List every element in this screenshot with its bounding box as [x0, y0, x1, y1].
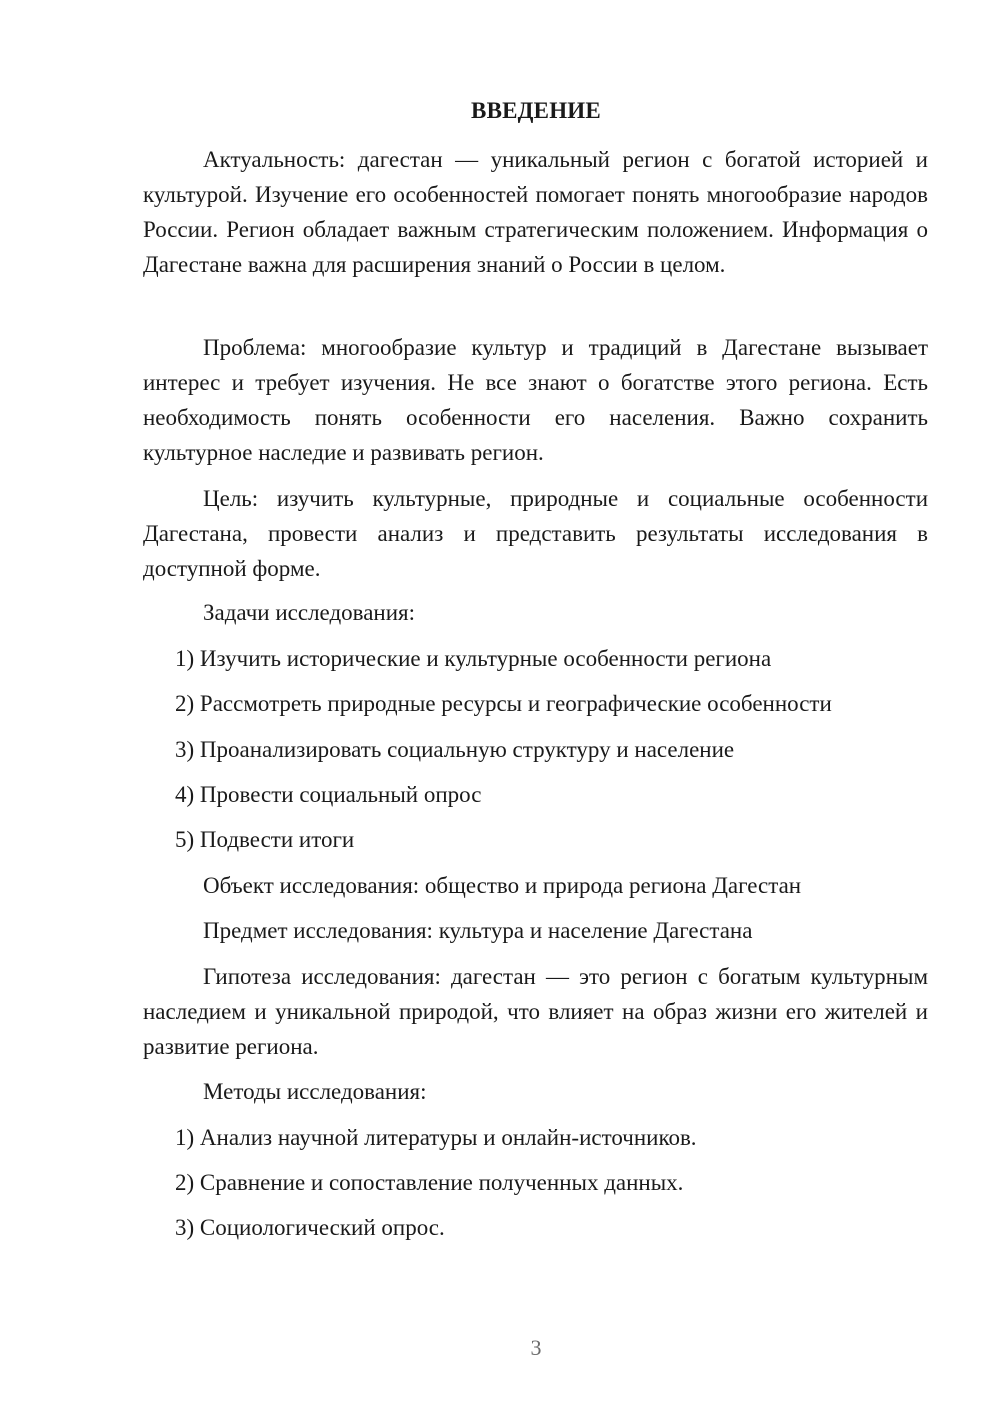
task-item: 1) Изучить исторические и культурные особенности региона: [175, 646, 772, 671]
relevance-paragraph: Актуальность: дагестан — уникальный регион с богатой историей и культурой. Изучение его особенностей помогает понять многообразие народов России. Регион обладает важным стратегическим положением. Информация о Дагестане важна для расширения знаний о России в целом.: [143, 147, 928, 277]
problem-paragraph: Проблема: многообразие культур и традиций в Дагестане вызывает интерес и требует изучения. Не все знают о богатстве этого региона. Есть необходимость понять особенности его населения. Важно сохранить культурное наследие и развивать регион.: [143, 335, 928, 465]
task-item: 2) Рассмотреть природные ресурсы и географические особенности: [175, 691, 832, 716]
method-item: 1) Анализ научной литературы и онлайн-источников.: [175, 1125, 697, 1150]
goal-paragraph: Цель: изучить культурные, природные и социальные особенности Дагестана, провести анализ и представить результаты исследования в доступной форме.: [143, 486, 928, 581]
tasks-heading: Задачи исследования:: [203, 600, 416, 625]
methods-heading: Методы исследования:: [203, 1079, 427, 1104]
method-item: 2) Сравнение и сопоставление полученных данных.: [175, 1170, 684, 1195]
research-subject: Предмет исследования: культура и население Дагестана: [203, 918, 753, 943]
task-item: 3) Проанализировать социальную структуру и население: [175, 737, 735, 762]
research-object: Объект исследования: общество и природа региона Дагестан: [203, 873, 802, 898]
section-title: ВВЕДЕНИЕ: [471, 98, 601, 123]
task-item: 4) Провести социальный опрос: [175, 782, 482, 807]
hypothesis-paragraph: Гипотеза исследования: дагестан — это регион с богатым культурным наследием и уникальной природой, что влияет на образ жизни его жителей и развитие региона.: [143, 964, 928, 1059]
task-item: 5) Подвести итоги: [175, 827, 355, 852]
method-item: 3) Социологический опрос.: [175, 1215, 445, 1240]
page-number: 3: [530, 1335, 542, 1360]
